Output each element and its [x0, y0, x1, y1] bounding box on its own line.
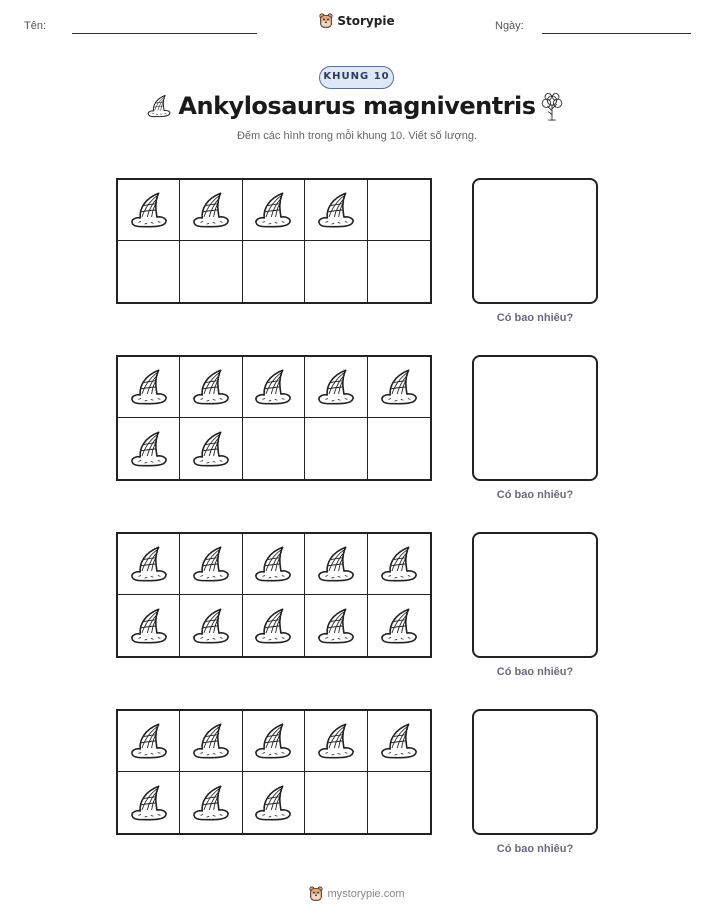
ten-frame-cell — [305, 357, 367, 418]
ten-frame-cell — [305, 534, 367, 595]
frame-type-badge: KHUNG 10 — [319, 66, 394, 89]
ten-frame-cell — [368, 357, 430, 418]
answer-label: Có bao nhiêu? — [496, 843, 574, 855]
brand — [0, 13, 714, 34]
ten-frame-cell — [180, 418, 242, 479]
answer-box[interactable] — [472, 532, 598, 658]
tree-icon — [538, 92, 566, 122]
ten-frame-cell — [118, 711, 180, 772]
storypie-bear-icon — [319, 13, 333, 29]
date-line[interactable] — [542, 33, 691, 34]
dino-spike-icon — [251, 188, 295, 232]
ten-frame-cell — [243, 241, 305, 302]
dino-spike-icon — [251, 719, 295, 763]
ten-frame-cell — [180, 534, 242, 595]
ten-frame-cell — [243, 357, 305, 418]
page-title: Ankylosaurus magniventris — [178, 92, 536, 120]
ten-frame-cell — [368, 241, 430, 302]
footer — [0, 886, 714, 907]
ten-frame-cell — [305, 772, 367, 833]
ten-frame-cell — [368, 595, 430, 656]
dino-spike-icon — [189, 719, 233, 763]
dino-spike-icon — [127, 427, 171, 471]
dino-spike-icon — [127, 719, 171, 763]
dino-spike-icon — [127, 781, 171, 825]
ten-frame-cell — [368, 180, 430, 241]
ten-frame — [116, 355, 432, 481]
ten-frame-cell — [305, 595, 367, 656]
dino-spike-icon — [314, 188, 358, 232]
ten-frame-cell — [118, 595, 180, 656]
ten-frame-cell — [118, 772, 180, 833]
dino-spike-icon — [189, 188, 233, 232]
footer-url: mystorypie.com — [327, 888, 405, 900]
ten-frame-cell — [180, 241, 242, 302]
answer-box[interactable] — [472, 709, 598, 835]
date-label: Ngày: — [495, 20, 524, 32]
dino-spike-icon — [189, 427, 233, 471]
answer-box[interactable] — [472, 178, 598, 304]
answer-label: Có bao nhiêu? — [496, 666, 574, 678]
dino-spike-icon — [251, 781, 295, 825]
storypie-bear-icon — [309, 886, 323, 902]
dino-spike-icon — [251, 542, 295, 586]
dino-spike-icon — [251, 365, 295, 409]
ten-frame-cell — [180, 711, 242, 772]
dino-spike-icon — [314, 542, 358, 586]
name-label: Tên: — [24, 20, 47, 32]
answer-label: Có bao nhiêu? — [496, 489, 574, 501]
ten-frame-cell — [118, 180, 180, 241]
ten-frame-cell — [180, 180, 242, 241]
dino-spike-icon — [314, 365, 358, 409]
ten-frame-cell — [180, 357, 242, 418]
dino-spike-icon — [251, 604, 295, 648]
ten-frame-cell — [305, 418, 367, 479]
ten-frame-cell — [243, 595, 305, 656]
brand-name: Storypie — [337, 14, 395, 28]
ten-frame-cell — [118, 241, 180, 302]
instructions: Đếm các hình trong mỗi khung 10. Viết số lượng. — [236, 130, 477, 142]
ten-frame-cell — [305, 241, 367, 302]
dino-spike-icon — [377, 365, 421, 409]
dino-spike-icon — [314, 604, 358, 648]
ten-frame-cell — [118, 534, 180, 595]
ten-frame-cell — [368, 418, 430, 479]
dino-spike-icon — [314, 719, 358, 763]
ten-frame-cell — [118, 357, 180, 418]
ten-frame-cell — [243, 180, 305, 241]
ten-frame-cell — [180, 595, 242, 656]
ten-frame-cell — [243, 711, 305, 772]
ten-frame-cell — [180, 772, 242, 833]
ten-frame — [116, 532, 432, 658]
dino-spike-icon — [189, 542, 233, 586]
dino-spike-icon — [127, 188, 171, 232]
dino-spike-icon — [189, 781, 233, 825]
dino-spike-icon — [377, 604, 421, 648]
ten-frame-cell — [305, 711, 367, 772]
dino-spike-icon — [377, 542, 421, 586]
ten-frame-cell — [368, 534, 430, 595]
ten-frame-cell — [368, 772, 430, 833]
ten-frame-cell — [243, 418, 305, 479]
dino-spike-icon — [189, 365, 233, 409]
ten-frame-cell — [243, 772, 305, 833]
dino-spike-icon — [127, 365, 171, 409]
ten-frame-cell — [305, 180, 367, 241]
ten-frame-cell — [118, 418, 180, 479]
ten-frame-cell — [368, 711, 430, 772]
dino-spike-icon — [189, 604, 233, 648]
ten-frame-cell — [243, 534, 305, 595]
ten-frame — [116, 178, 432, 304]
answer-label: Có bao nhiêu? — [496, 312, 574, 324]
dino-spike-icon — [377, 719, 421, 763]
dino-spike-icon — [127, 604, 171, 648]
answer-box[interactable] — [472, 355, 598, 481]
ten-frame — [116, 709, 432, 835]
dino-spike-icon — [127, 542, 171, 586]
